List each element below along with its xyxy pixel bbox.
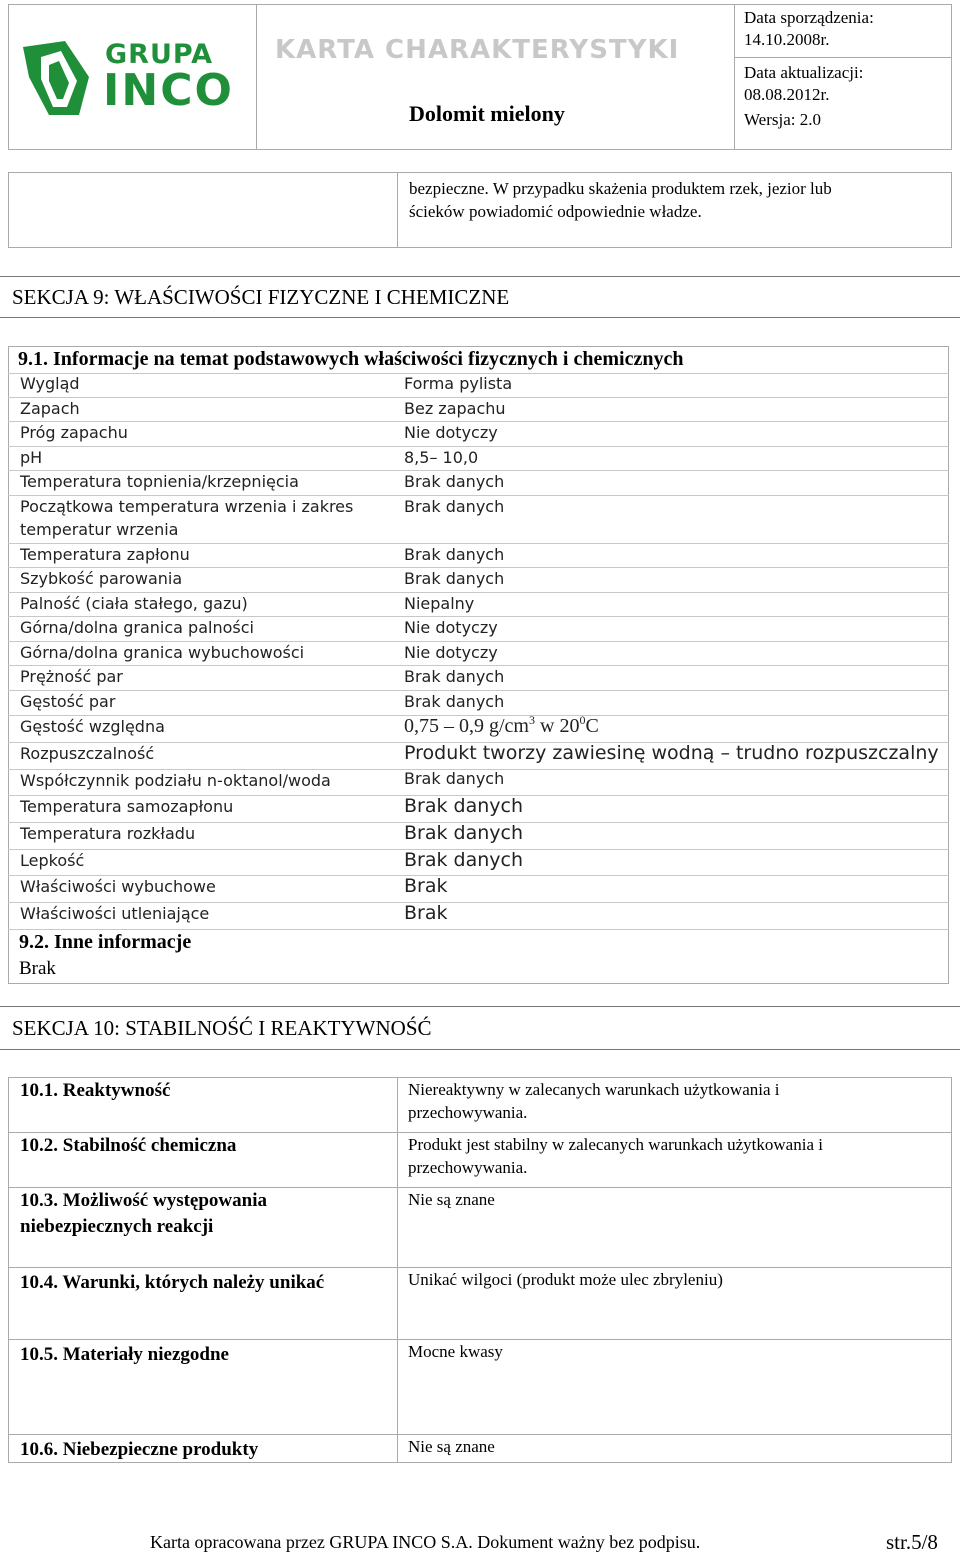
property-label: Temperatura zapłonu [20,545,190,564]
property-row [8,713,949,743]
section-10-row [8,1077,952,1133]
property-label: Wygląd [20,374,80,393]
property-label: Szybkość parowania [20,569,183,588]
property-row [8,617,949,642]
logo-text-grupa: GRUPA [105,39,214,70]
section-10-row [8,1132,952,1188]
property-label: Temperatura topnienia/krzepnięcia [20,472,299,491]
property-label: Temperatura rozkładu [20,824,196,843]
property-row [8,642,949,666]
grupa-inco-logo [19,37,249,119]
property-value-part: 3 [529,713,535,727]
property-value: Produkt tworzy zawiesinę wodną – trudno rozpuszczalny [404,742,939,764]
property-row [8,398,949,422]
property-label: Górna/dolna granica palności [20,618,254,637]
section-10-value: Niereaktywny w zalecanych warunkach użytkowania i [408,1080,780,1099]
property-row [8,823,949,850]
property-row [8,850,949,876]
property-label: Prężność par [20,667,123,686]
property-label: Lepkość [20,851,85,870]
property-row [8,796,949,823]
property-row [8,770,949,796]
section-10-label: 10.1. Reaktywność [20,1080,171,1101]
continuation-row [8,172,952,248]
version-label: Wersja: [744,110,796,129]
section-10-value: Nie są znane [408,1437,495,1456]
property-label: Początkowa temperatura wrzenia i zakres [20,497,354,516]
property-value-part: 0,75 – 0,9 g/cm [404,715,529,737]
property-value: Nie dotyczy [404,423,498,442]
property-label: Gęstość par [20,692,116,711]
property-value: Brak danych [404,692,505,711]
footer-text: Karta opracowana przez GRUPA INCO S.A. Dokument ważny bez podpisu. [150,1532,701,1552]
property-value: Brak danych [404,795,524,817]
continuation-line-1: bezpieczne. W przypadku skażenia produktem rzek, jezior lub [409,179,832,198]
section-9-1-subtitle: 9.1. Informacje na temat podstawowych właściwości fizycznych i chemicznych [18,348,684,370]
property-value-part: w 20 [535,715,580,737]
property-value: Brak danych [404,569,505,588]
section-10-label: 10.5. Materiały niezgodne [20,1344,229,1365]
property-label: Palność (ciała stałego, gazu) [20,594,248,613]
property-value: Brak danych [404,769,505,788]
property-label: Właściwości wybuchowe [20,877,216,896]
version-value: 2.0 [799,110,821,129]
created-label: Data sporządzenia: [744,8,874,27]
header-logo-cell [8,4,257,150]
property-value: Forma pylista [404,374,513,393]
property-label: Górna/dolna granica wybuchowości [20,643,305,662]
version [744,110,821,130]
property-label-line2: temperatur wrzenia [20,520,179,539]
section-10-header [0,1006,960,1050]
page-number: str.5/8 [886,1530,938,1554]
section-10-value-line2: przechowywania. [408,1158,528,1177]
section-10-label: 10.6. Niebezpieczne produkty [20,1439,259,1460]
property-label: Gęstość względna [20,717,165,736]
section-10-row [8,1339,952,1435]
property-value: Brak [404,875,448,897]
property-row [8,422,949,447]
property-label: Próg zapachu [20,423,128,442]
property-value: Brak [404,902,448,924]
property-row [8,373,949,398]
property-row [8,876,949,903]
section-9-2-value: Brak [19,958,56,979]
section-10-label: 10.4. Warunki, których należy unikać [20,1272,325,1293]
property-row [8,471,949,496]
section-9-title: SEKCJA 9: WŁAŚCIWOŚCI FIZYCZNE I CHEMICZNE [12,285,510,309]
section-10-row [8,1267,952,1340]
property-value: Brak danych [404,497,505,516]
property-value: Niepalny [404,594,475,613]
property-row [8,568,949,593]
property-row [8,903,949,930]
property-value: Brak danych [404,545,505,564]
updated-date: 08.08.2012r. [744,85,830,104]
property-value-part: 0 [579,713,586,727]
property-row [8,447,949,471]
section-9-2-subtitle: 9.2. Inne informacje [19,931,192,953]
section-10-value-line2: przechowywania. [408,1103,528,1122]
property-value [404,715,599,738]
property-row [8,496,949,544]
property-value: Brak danych [404,472,505,491]
section-10-label: 10.3. Możliwość występowania [20,1190,267,1211]
section-10-value: Produkt jest stabilny w zalecanych warunkach użytkowania i [408,1135,823,1154]
property-value: Brak danych [404,849,524,871]
property-value-part: C [585,715,599,737]
property-label: Temperatura samozapłonu [20,797,234,816]
product-name: Dolomit mielony [409,101,565,126]
section-10-value: Nie są znane [408,1190,495,1209]
logo-text-inco: INCO [103,65,234,116]
property-row [8,544,949,568]
property-label: Właściwości utleniające [20,904,210,923]
header-meta-cell [734,4,952,150]
property-row [8,666,949,691]
property-row [8,593,949,617]
section-10-row [8,1434,952,1463]
property-label: Rozpuszczalność [20,744,155,763]
property-row [8,743,949,770]
continuation-line-2: ścieków powiadomić odpowiednie władze. [409,202,702,221]
section-9-header [0,276,960,318]
document-title: KARTA CHARAKTERYSTYKI [275,35,680,65]
property-value: Bez zapachu [404,399,506,418]
property-value: Nie dotyczy [404,618,498,637]
created-date: 14.10.2008r. [744,30,830,49]
section-10-value: Unikać wilgoci (produkt może ulec zbryleniu) [408,1270,723,1289]
property-label: Współczynnik podziału n-oktanol/woda [20,771,331,790]
updated-label: Data aktualizacji: [744,63,864,82]
property-value: Brak danych [404,822,524,844]
section-10-label-line2: niebezpiecznych reakcji [20,1216,214,1237]
section-10-title: SEKCJA 10: STABILNOŚĆ I REAKTYWNOŚĆ [12,1016,432,1040]
section-10-value: Mocne kwasy [408,1342,503,1361]
section-10-label: 10.2. Stabilność chemiczna [20,1135,237,1156]
section-10-row [8,1187,952,1268]
property-value: Brak danych [404,667,505,686]
property-value: Nie dotyczy [404,643,498,662]
header-title-cell [256,4,735,150]
property-label: pH [20,448,43,467]
property-value: 8,5– 10,0 [404,448,479,467]
property-row [8,691,949,716]
property-label: Zapach [20,399,80,418]
